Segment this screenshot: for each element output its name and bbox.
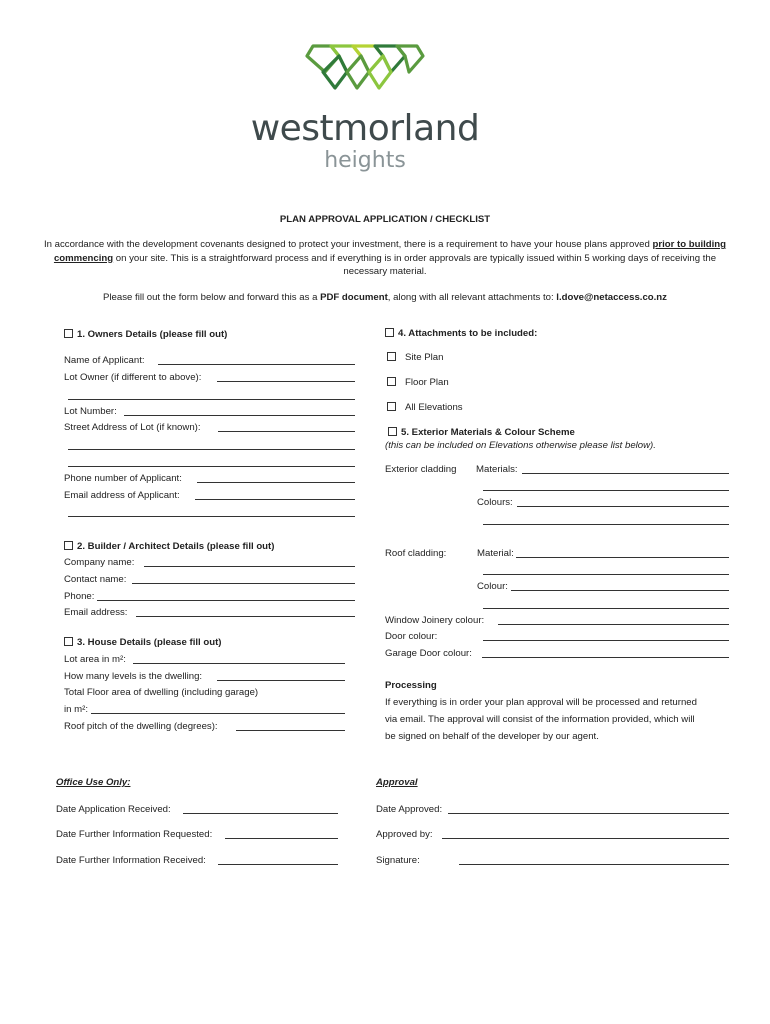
phone-field[interactable]	[197, 482, 355, 483]
field-label: Lot area in m²:	[64, 654, 126, 665]
approval-field-label: Approved by:	[376, 829, 433, 840]
roof-colour-field-cont[interactable]	[483, 608, 729, 609]
brand-name: westmorland	[250, 108, 480, 149]
date-info-received-field[interactable]	[218, 864, 338, 865]
signature-field[interactable]	[459, 864, 729, 865]
email-field-cont[interactable]	[68, 516, 355, 517]
attachment-item: All Elevations	[387, 402, 463, 413]
brand-subname: heights	[324, 148, 406, 173]
all-elevations-checkbox[interactable]	[387, 402, 396, 411]
section5-checkbox[interactable]	[388, 427, 397, 436]
section1-checkbox[interactable]	[64, 329, 73, 338]
floor-plan-checkbox[interactable]	[387, 377, 396, 386]
page-title: PLAN APPROVAL APPLICATION / CHECKLIST	[279, 214, 491, 225]
approval-heading: Approval	[376, 777, 418, 788]
lot-area-field[interactable]	[133, 663, 345, 664]
name-of-applicant-field[interactable]	[158, 364, 355, 365]
levels-field[interactable]	[217, 680, 345, 681]
processing-heading: Processing	[385, 680, 437, 691]
field-label: Name of Applicant:	[64, 355, 145, 366]
exterior-materials-field-cont[interactable]	[483, 490, 729, 491]
contact-email[interactable]: l.dove@netaccess.co.nz	[556, 292, 667, 303]
field-label: Email address of Applicant:	[64, 490, 180, 501]
street-address-field-cont[interactable]	[68, 449, 355, 450]
instruction-paragraph: Please fill out the form below and forward this as a PDF document, along with all relevant attachments to: l.dove@netaccess.co.nz	[103, 292, 667, 303]
attachment-item: Site Plan	[387, 352, 443, 363]
approval-field-label: Date Approved:	[376, 804, 443, 815]
westmorland-logo-mark	[305, 42, 425, 102]
roof-pitch-field[interactable]	[236, 730, 345, 731]
floor-area-field[interactable]	[91, 713, 345, 714]
email-field[interactable]	[195, 499, 355, 500]
field-label: Street Address of Lot (if known):	[64, 422, 201, 433]
section4-heading: 4. Attachments to be included:	[385, 328, 537, 339]
section3-heading: 3. House Details (please fill out)	[64, 637, 221, 648]
site-plan-checkbox[interactable]	[387, 352, 396, 361]
roof-material-field[interactable]	[516, 557, 729, 558]
approved-by-field[interactable]	[442, 838, 729, 839]
section5-note: (this can be included on Elevations otherwise please list below).	[385, 440, 656, 451]
colour-label: Colour:	[477, 581, 508, 592]
field-label: Lot Number:	[64, 406, 117, 417]
window-joinery-label: Window Joinery colour:	[385, 615, 485, 626]
processing-line: If everything is in order your plan approval will be processed and returned	[385, 697, 697, 708]
processing-line: via email. The approval will consist of the information provided, which will	[385, 714, 695, 725]
office-field-label: Date Further Information Requested:	[56, 829, 213, 840]
section2-heading: 2. Builder / Architect Details (please fill out)	[64, 541, 274, 552]
intro-emphasis: prior to building commencing	[53, 239, 727, 264]
colours-label: Colours:	[477, 497, 513, 508]
roof-colour-field[interactable]	[511, 590, 729, 591]
door-colour-label: Door colour:	[385, 631, 438, 642]
office-use-heading: Office Use Only:	[56, 777, 131, 788]
field-label: How many levels is the dwelling:	[64, 671, 203, 682]
office-field-label: Date Further Information Received:	[56, 855, 206, 866]
attachment-item: Floor Plan	[387, 377, 449, 388]
company-name-field[interactable]	[144, 566, 355, 567]
lot-owner-field[interactable]	[217, 381, 355, 382]
section2-checkbox[interactable]	[64, 541, 73, 550]
roof-cladding-label: Roof cladding:	[385, 548, 447, 559]
section4-checkbox[interactable]	[385, 328, 394, 337]
field-label: Total Floor area of dwelling (including garage)	[64, 687, 259, 698]
pdf-label: PDF document	[320, 292, 388, 303]
roof-material-field-cont[interactable]	[483, 574, 729, 575]
date-approved-field[interactable]	[448, 813, 729, 814]
approval-field-label: Signature:	[376, 855, 420, 866]
door-colour-field[interactable]	[483, 640, 729, 641]
contact-name-field[interactable]	[132, 583, 355, 584]
field-label: Email address:	[64, 607, 128, 618]
section5-heading: 5. Exterior Materials & Colour Scheme	[388, 427, 575, 438]
field-label: Lot Owner (if different to above):	[64, 372, 202, 383]
field-label: Roof pitch of the dwelling (degrees):	[64, 721, 218, 732]
material-label: Material:	[477, 548, 514, 559]
intro-paragraph: In accordance with the development covenants designed to protect your investment, there is a requirement to have your house plans approved prior to building commencing on your site. This is a straightforward process and if everything is in order approvals are typically issued within 5 working days of receiving the necessary material.	[43, 239, 727, 277]
materials-label: Materials:	[476, 464, 518, 475]
office-field-label: Date Application Received:	[56, 804, 171, 815]
lot-owner-field-cont[interactable]	[68, 399, 355, 400]
exterior-colours-field-cont[interactable]	[483, 524, 729, 525]
field-label: Phone:	[64, 591, 95, 602]
window-joinery-field[interactable]	[498, 624, 729, 625]
builder-phone-field[interactable]	[97, 600, 355, 601]
garage-door-label: Garage Door colour:	[385, 648, 472, 659]
section3-checkbox[interactable]	[64, 637, 73, 646]
exterior-colours-field[interactable]	[517, 506, 729, 507]
exterior-cladding-label: Exterior cladding	[385, 464, 457, 475]
exterior-materials-field[interactable]	[522, 473, 729, 474]
builder-email-field[interactable]	[136, 616, 355, 617]
street-address-field-cont2[interactable]	[68, 466, 355, 467]
field-label: Phone number of Applicant:	[64, 473, 182, 484]
field-label: Contact name:	[64, 574, 127, 585]
processing-line: be signed on behalf of the developer by our agent.	[385, 731, 599, 742]
section1-heading: 1. Owners Details (please fill out)	[64, 329, 227, 340]
garage-door-field[interactable]	[482, 657, 729, 658]
date-info-requested-field[interactable]	[225, 838, 338, 839]
street-address-field[interactable]	[218, 431, 355, 432]
field-label: Company name:	[64, 557, 135, 568]
lot-number-field[interactable]	[124, 415, 355, 416]
field-label: in m²:	[64, 704, 88, 715]
date-received-field[interactable]	[183, 813, 338, 814]
